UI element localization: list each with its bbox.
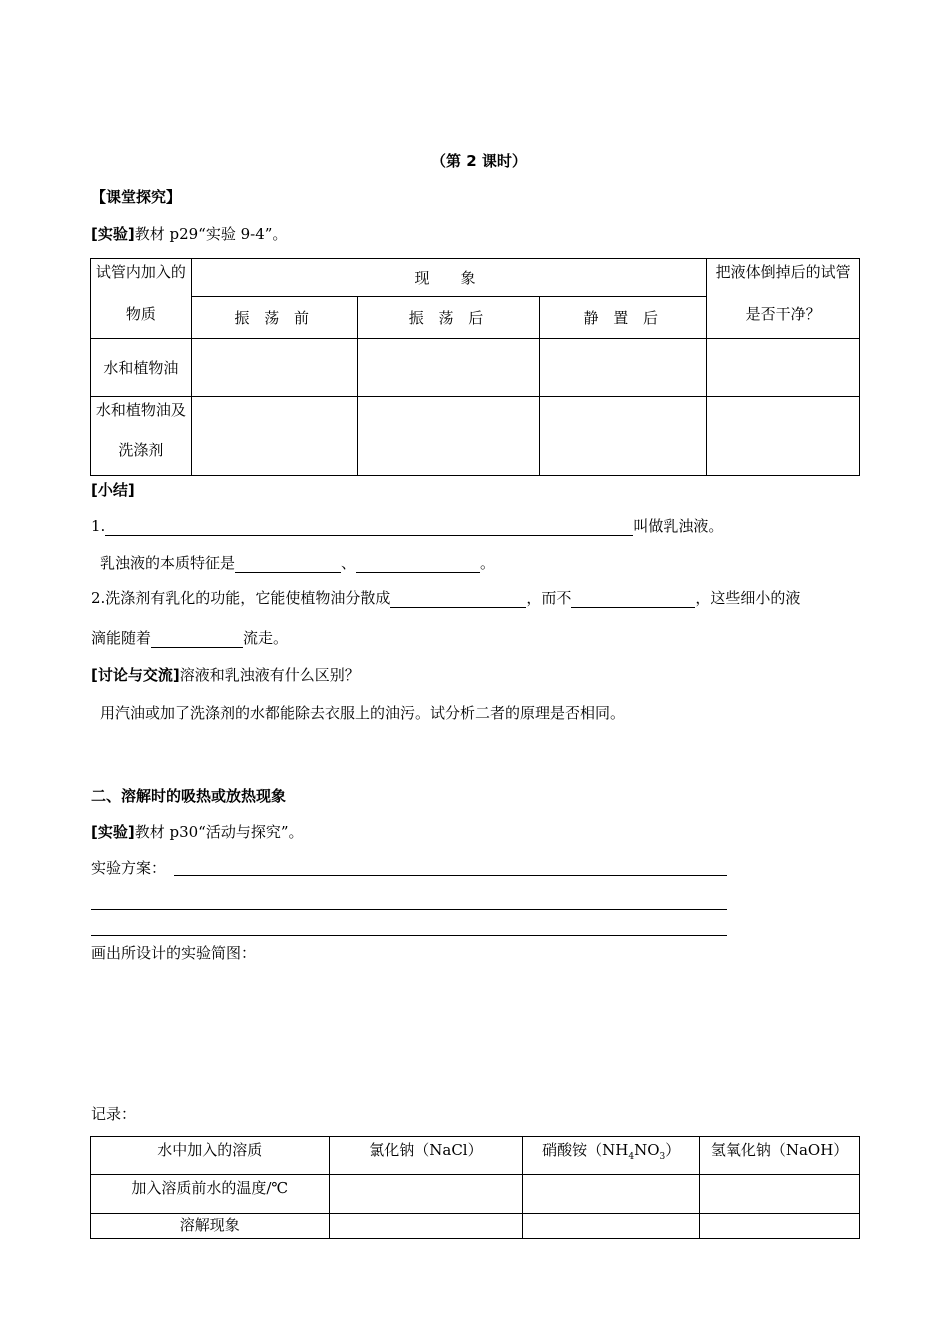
summary-q1b: 乳浊液的本质特征是 、 。 [100, 554, 496, 572]
header-after-shaking: 振 荡 后 [357, 297, 540, 339]
experiment-1-line [91, 224, 287, 244]
plan-answer-line[interactable] [91, 935, 727, 936]
table-cell [700, 1214, 860, 1239]
table-cell [707, 397, 860, 476]
header-before-shaking: 振 荡 前 [191, 297, 357, 339]
plan-answer-line[interactable] [91, 909, 727, 910]
row-label-dissolution: 溶解现象 [91, 1214, 330, 1239]
blank-field[interactable] [390, 591, 526, 608]
table-cell [540, 339, 707, 397]
table-cell [523, 1175, 700, 1214]
row-label-water-oil-detergent: 水和植物油及 洗涤剂 [91, 397, 192, 476]
experiment-tag: [实验] [91, 823, 135, 841]
blank-field[interactable] [356, 556, 480, 573]
discussion-text: 溶液和乳浊液有什么区别？ [179, 666, 360, 684]
experiment-1-text: 教材 p29“实验 9-4”。 [134, 225, 288, 243]
blank-field[interactable] [151, 631, 243, 648]
summary-tag: [小结] [91, 481, 135, 499]
table-cell [523, 1214, 700, 1239]
dissolution-table [90, 1136, 860, 1239]
section-2-heading: 二、溶解时的吸热或放热现象 [91, 787, 287, 805]
summary-q2b: 滴能随着 流走。 [91, 629, 289, 647]
experiment-tag: [实验] [91, 225, 135, 243]
header-after-standing: 静 置 后 [540, 297, 707, 339]
header-solute: 水中加入的溶质 [91, 1137, 330, 1175]
experiment-2-line [91, 822, 304, 842]
blank-field[interactable] [571, 591, 695, 608]
section-classroom-heading: 【课堂探究】 [91, 188, 182, 206]
table-cell [700, 1175, 860, 1214]
table-cell [329, 1214, 523, 1239]
summary-q2: 2.洗涤剂有乳化的功能，它能使植物油分散成 ，而不 ，这些细小的液 [91, 589, 801, 607]
blank-field[interactable] [235, 556, 341, 573]
header-clean: 把液体倒掉后的试管 是否干净？ [707, 259, 860, 339]
header-substance: 试管内加入的 物质 [91, 259, 192, 339]
draw-label: 画出所设计的实验简图： [91, 944, 257, 962]
summary-q1: 1. 叫做乳浊液。 [91, 517, 724, 535]
table-cell [357, 339, 540, 397]
row-label-water-oil: 水和植物油 [91, 339, 192, 397]
table-cell [191, 339, 357, 397]
header-phenomenon: 现 象 [191, 259, 706, 297]
discussion-question: 用汽油或加了洗涤剂的水都能除去衣服上的油污。试分析二者的原理是否相同。 [100, 704, 626, 722]
discussion-line [91, 665, 360, 685]
table-cell [357, 397, 540, 476]
row-label-water-temp: 加入溶质前水的温度/℃ [91, 1175, 330, 1214]
record-label: 记录： [91, 1105, 137, 1123]
experiment-2-text: 教材 p30“活动与探究”。 [134, 823, 304, 841]
discussion-tag: [讨论与交流] [91, 666, 180, 684]
emulsion-table [90, 258, 860, 476]
table-cell [707, 339, 860, 397]
header-sodium-chloride: 氯化钠（NaCl） [329, 1137, 523, 1175]
lesson-title: （第 2 课时） [431, 152, 527, 170]
table-cell [329, 1175, 523, 1214]
plan-label: 实验方案： [91, 859, 167, 877]
table-cell [191, 397, 357, 476]
table-cell [540, 397, 707, 476]
header-sodium-hydroxide: 氢氧化钠（NaOH） [700, 1137, 860, 1175]
blank-field[interactable] [105, 519, 633, 536]
plan-answer-line[interactable] [174, 875, 727, 876]
header-ammonium-nitrate: 硝酸铵$(NH_4NO_3)$ [523, 1137, 700, 1175]
